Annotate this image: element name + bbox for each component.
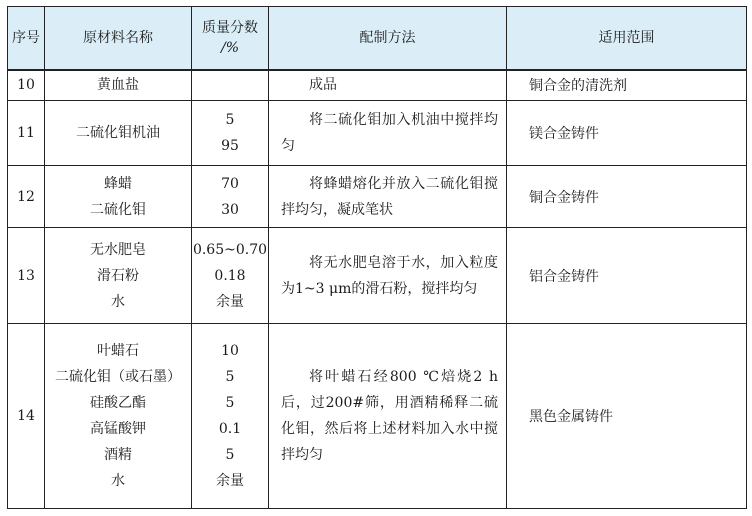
material-name: 高锰酸钾: [90, 420, 146, 437]
row-index: 13: [8, 228, 45, 323]
material-name: 二硫化钼（或石墨）: [55, 368, 181, 385]
header-method: 配制方法: [269, 7, 507, 71]
material-cell: [45, 100, 192, 165]
material-name: 二硫化钼: [90, 201, 146, 218]
scope-cell: 黑色金属铸件: [507, 323, 747, 508]
method-cell: [269, 165, 507, 228]
row-index: 14: [8, 323, 45, 508]
material-name: 蜂蜡: [104, 175, 132, 192]
material-cell: [45, 323, 192, 508]
method-text: 成品: [309, 77, 337, 94]
header-row: [8, 7, 747, 71]
material-name: 叶蜡石: [97, 342, 139, 359]
mass-fraction-value: 0.65~0.70: [192, 241, 268, 258]
mass-fraction-value: 30: [221, 201, 239, 218]
scope-cell: 铜合金的清洗剂: [507, 70, 747, 100]
header-material: 原材料名称: [45, 7, 192, 71]
mass-fraction-cell: [192, 165, 269, 228]
material-name: 二硫化钼机油: [76, 124, 160, 141]
scope-cell: 铜合金铸件: [507, 165, 747, 228]
mass-fraction-cell: [192, 228, 269, 323]
header-mass-line1: 质量分数: [202, 20, 258, 36]
row-index: 10: [8, 70, 45, 100]
mass-fraction-value: 95: [221, 137, 239, 154]
recipe-table: [7, 6, 747, 509]
table-row: [8, 70, 747, 100]
material-name: 水: [111, 293, 125, 310]
header-mass-line2: /%: [220, 40, 240, 56]
material-name: 黄血盐: [97, 77, 139, 94]
method-text: 将二硫化钼加入机油中搅拌均匀: [281, 111, 498, 154]
material-name: 硅酸乙酯: [90, 394, 146, 411]
mass-fraction-value: 余量: [216, 293, 244, 310]
method-text: 将蜂蜡熔化并放入二硫化钼搅拌均匀，凝成笔状: [281, 175, 498, 218]
material-cell: [45, 70, 192, 100]
material-cell: [45, 228, 192, 323]
method-cell: [269, 228, 507, 323]
mass-fraction-value: 10: [221, 342, 239, 359]
mass-fraction-value: 5: [225, 111, 235, 128]
method-cell: [269, 323, 507, 508]
table-row: [8, 323, 747, 508]
mass-fraction-value: 5: [225, 368, 235, 385]
method-cell: [269, 100, 507, 165]
table-row: [8, 165, 747, 228]
material-name: 水: [111, 472, 125, 489]
table-row: [8, 228, 747, 323]
row-index: 11: [8, 100, 45, 165]
method-text: 将叶蜡石经800 ℃焙烧2 h后，过200#筛，用酒精稀释二硫化钼，然后将上述材料加入水中搅拌均匀: [281, 368, 498, 463]
mass-fraction-value: 余量: [216, 472, 244, 489]
scope-cell: 镁合金铸件: [507, 100, 747, 165]
method-text: 将无水肥皂溶于水，加入粒度为1~3 μm的滑石粉，搅拌均匀: [281, 254, 498, 297]
mass-fraction-value: 5: [225, 446, 235, 463]
mass-fraction-value: 0.18: [214, 267, 246, 284]
material-name: 无水肥皂: [90, 241, 146, 258]
header-scope: 适用范围: [507, 7, 747, 71]
row-index: 12: [8, 165, 45, 228]
table-row: [8, 100, 747, 165]
material-name: 酒精: [104, 446, 132, 463]
mass-fraction-cell: [192, 323, 269, 508]
material-name: 滑石粉: [97, 267, 139, 284]
material-cell: [45, 165, 192, 228]
mass-fraction-value: 0.1: [218, 420, 242, 437]
mass-fraction-cell: [192, 70, 269, 100]
scope-cell: 铝合金铸件: [507, 228, 747, 323]
header-index: 序号: [8, 7, 45, 71]
mass-fraction-cell: [192, 100, 269, 165]
method-cell: [269, 70, 507, 100]
header-mass-fraction: [192, 7, 269, 71]
mass-fraction-value: 5: [225, 394, 235, 411]
mass-fraction-value: 70: [221, 175, 239, 192]
